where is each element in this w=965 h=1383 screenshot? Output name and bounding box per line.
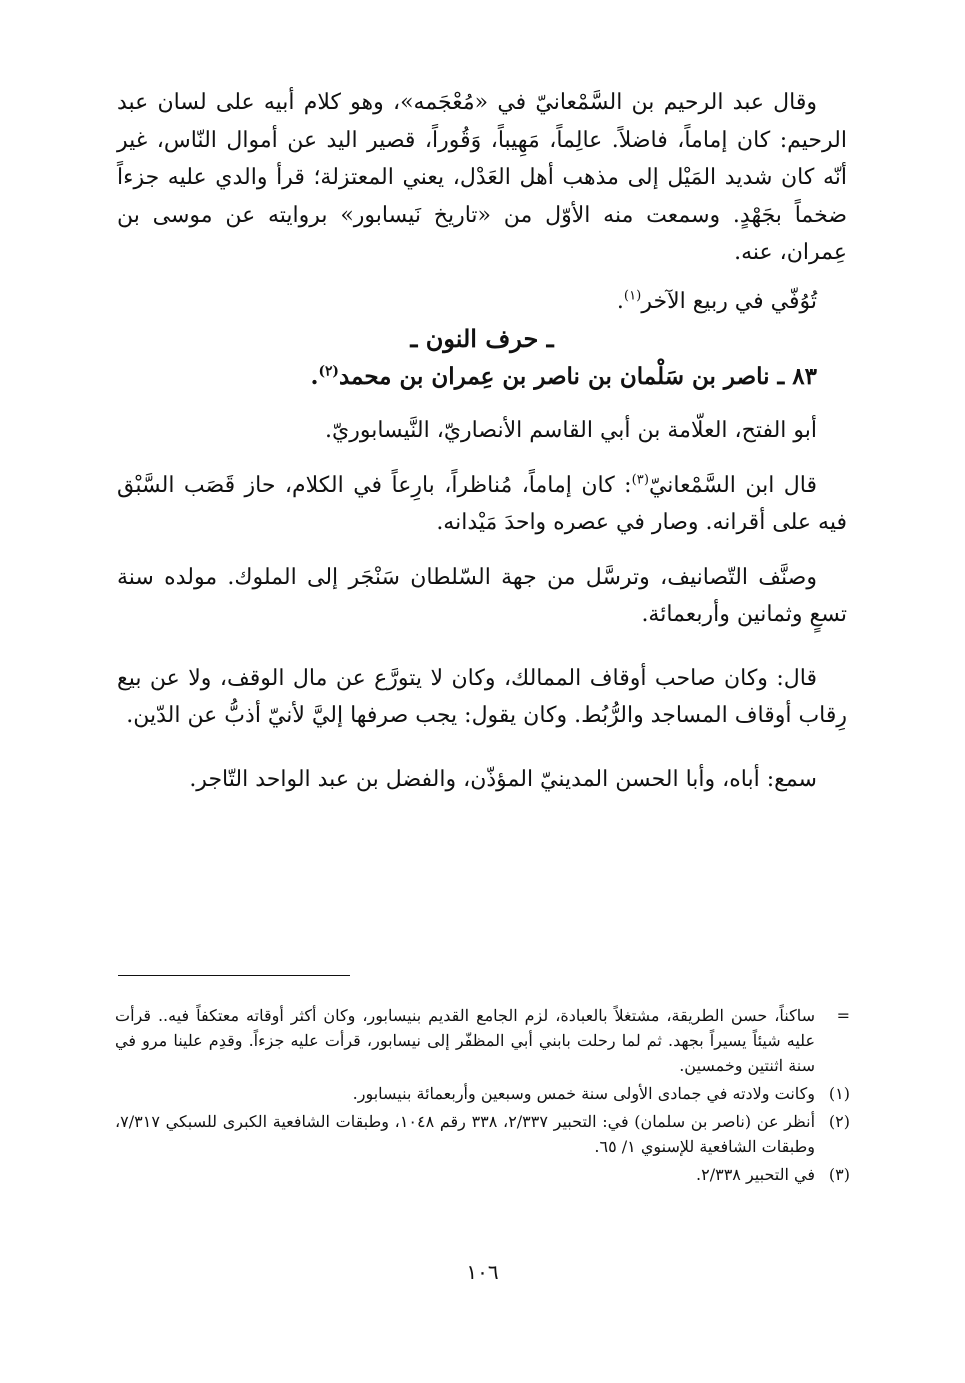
death-line: تُوُفّي في ربيع الآخر$^{(١)}$. — [616, 288, 817, 314]
footnote-marker: (١) — [828, 1084, 850, 1103]
footnotes — [115, 1003, 850, 1190]
footnote-text: وكانت ولادته في جمادى الأولى سنة خمس وسبعين وأربعمائة بنيسابور. — [352, 1084, 815, 1103]
paragraph-heard-from: سمع: أباه، وأبا الحسن المدينيّ المؤذّن، والفضل بن عبد الواحد التّاجر. — [189, 766, 817, 792]
paragraph-endowments: قال: وكان صاحب أوقاف الممالك، وكان لا يتورَّع عن مال الوقف، ولا عن بيع رِقاب أوقاف المساجد والرُّبُط. وكان يقول: يجب صرفها إليَّ لأنيّ أذبُّ عن الدّين. — [117, 665, 847, 728]
footnote-ref-3: (٣) — [631, 472, 649, 488]
page-number: ١٠٦ — [466, 1260, 499, 1284]
footnote-text: أنظر عن (ناصر بن سلمان) في: التحبير ٢/٣٣٧، ٣٣٨ رقم ١٠٤٨، وطبقات الشافعية الكبرى للسبكي ٧/٣١٧، وطبقات الشافعية للإسنوي ١/ ٦٥. — [115, 1112, 816, 1156]
entry-title: ٨٣ ـ ناصر بن سَلْمان بن ناصر بن عِمران بن محمد$^{(٢)}$. — [310, 362, 817, 390]
footnote-ref-2: (٢) — [318, 362, 339, 379]
section-heading: ـ حرف النون ـ — [410, 324, 554, 353]
footnote-text: في التحبير ٢/٣٣٨. — [696, 1165, 815, 1184]
main-text — [117, 84, 847, 798]
paragraph-samani-description: قال ابن السَّمْعانيّ$^{(٣)}$: كان إماماً، مُناظراً، بارِعاً في الكلام، حاز قَصَب السَّبْق فيه على أقرانه. وصار في عصره واحدَ مَيْدانه. — [117, 472, 847, 535]
footnote-1 — [115, 1081, 850, 1106]
kunya-line: أبو الفتح، العلّامة بن أبي القاسم الأنصاريّ، النَّيسابوريّ. — [325, 418, 817, 443]
footnote-ref-1: (١) — [623, 288, 642, 304]
entry-title-text: ٨٣ ـ ناصر بن سَلْمان بن ناصر بن عِمران بن محمد — [338, 362, 817, 390]
paragraph-samani-quote: وقال عبد الرحيم بن السَّمْعانيّ في «مُعْجَمه»، وهو كلام أبيه على لسان عبد الرحيم: كان إماماً، فاضلاً. عالِماً، مَهِيباً، وَقُوراً، قصير اليد عن أموال النّاس، غير أنّه كان شديد المَيْل إلى مذهب أهل العَدْل، يعني المعتزلة؛ قرأ والدي عليه جزءاً ضخماً بجَهْدٍ. وسمعت منه الأوّل من «تاريخ نَيسابور» بروايته عن موسى بن عِمران، عنه. — [117, 90, 848, 265]
death-text: تُوُفّي في ربيع الآخر — [641, 288, 817, 314]
paragraph-writings: وصنَّف التّصانيف، وترسَّل من جهة السّلطان سَنْجَر إلى الملوك. مولده سنة تسعٍ وثمانين وأربعمائة. — [117, 564, 847, 627]
footnote-text: ساكناً، حسن الطريقة، مشتغلاً بالعبادة، لزم الجامع القديم بنيسابور، وكان أكثر أوقاته معتكفاً فيه.. قرأت عليه شيئاً يسيراً بجهد. ثم لما رحلت بابني أبي المظفّر إلى نيسابور، قرأت عليه جزءاً. وقدِم علينا مرو في سنة اثنتين وخمسين. — [115, 1006, 816, 1075]
footnote-marker: (٣) — [828, 1165, 850, 1184]
footnote-marker: (٢) — [828, 1112, 850, 1131]
footnote-marker: = — [836, 1006, 850, 1025]
footnote-3 — [115, 1162, 850, 1187]
footnote-divider — [118, 975, 350, 976]
footnote-2 — [115, 1109, 850, 1159]
footnote-continued — [115, 1003, 850, 1078]
